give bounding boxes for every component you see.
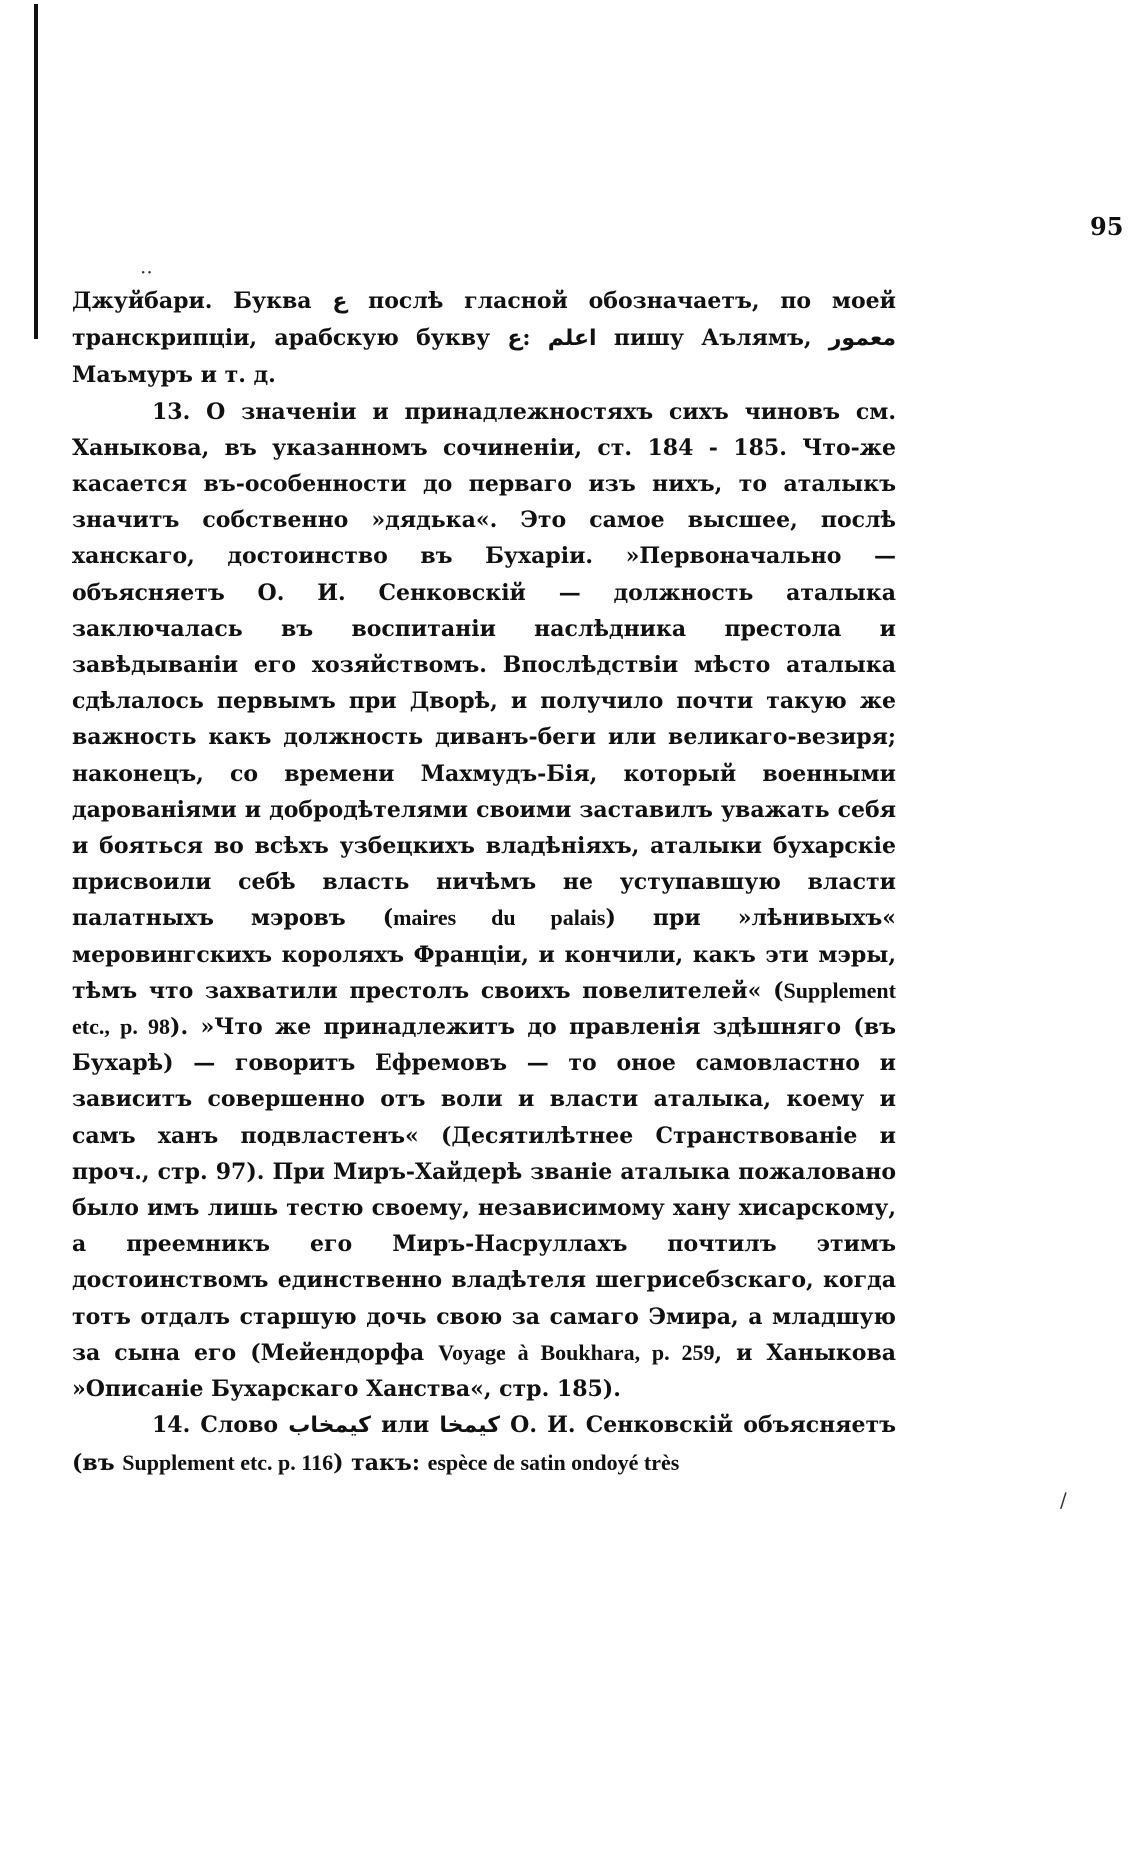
- scan-edge-rule: [34, 4, 38, 339]
- arabic-word: اعلم: [547, 326, 597, 352]
- latin-citation: maires du palais: [393, 905, 606, 931]
- text-run: ). »Что же принадлежитъ до правленія здѣшняго (въ Бухарѣ) — говоритъ Ефремовъ — то оное самовластно и зависитъ совершенно отъ воли и власти аталыка, коему и самъ ханъ подвластенъ« (Десятилѣтнее Странствованіе и проч., стр. 97). При Миръ-Хайдерѣ званіе аталыка пожаловано было имъ лишь тестю своему, независимому хану хисарскому, а преемникъ его Миръ-Насруллахъ почтилъ этимъ достоинствомъ единственно владѣтеля шегрисебзскаго, когда тотъ отдалъ старшую дочь свою за самаго Эмира, а младшую за сына его (Мейендорфа: [72, 1014, 896, 1366]
- text-run: или: [370, 1412, 440, 1439]
- text-run: пишу Аълямъ,: [596, 325, 829, 352]
- text-run: послѣ гласной обозначаетъ, по моей транскрипціи, арабскую букву: [72, 288, 896, 352]
- arabic-word: ع: [332, 289, 348, 314]
- page-number: 95: [1090, 212, 1124, 241]
- arabic-word: كيمخا: [439, 1413, 501, 1439]
- text-run: ) при »лѣнивыхъ« меровингскихъ короляхъ Франціи, и кончили, какъ эти мэры, тѣмъ что захватили престолъ своихъ повелителей« (: [72, 905, 896, 1004]
- text-run: , и Ханыкова »Описаніе Бухарскаго Ханства«, стр. 185).: [72, 1339, 896, 1403]
- arabic-word: ع: [507, 326, 523, 352]
- paragraph: [72, 394, 896, 1408]
- text-run: ) такъ:: [333, 1449, 428, 1476]
- arabic-word: معمور: [828, 326, 896, 352]
- latin-citation: espèce de satin ondoyé très: [427, 1449, 680, 1475]
- scan-speck: ··: [140, 260, 153, 284]
- latin-citation: Supplement etc., p. 98: [72, 977, 896, 1040]
- text-run: Маъмуръ и т. д.: [72, 362, 276, 389]
- paragraph: [72, 283, 896, 394]
- paragraph: [72, 1407, 896, 1480]
- scan-speck: ∕: [1060, 1488, 1067, 1512]
- page-body: [72, 283, 896, 1481]
- text-run: Джуйбари. Буква: [72, 288, 333, 314]
- text-run: О. И. Сенковскій объясняетъ (въ: [72, 1412, 896, 1476]
- text-run: :: [522, 325, 548, 352]
- latin-citation: Supplement etc. p. 116: [122, 1449, 334, 1475]
- text-run: 13. О значеніи и принадлежностяхъ сихъ чиновъ см. Ханыкова, въ указанномъ сочиненіи, ст. 184 - 185. Что-же касается въ-особенности до перваго изъ нихъ, то аталыкъ значитъ собственно »дядька«. Это самое высшее, послѣ ханскаго, достоинство въ Бухаріи. »Первоначально — объясняетъ О. И. Сенковскій — должность аталыка заключалась въ воспитаніи наслѣдника престола и завѣдываніи его хозяйствомъ. Впослѣдствіи мѣсто аталыка сдѣлалось первымъ при Дворѣ, и получило почти такую же важность какъ должность диванъ-беги или великаго-везиря; наконецъ, со времени Махмудъ-Бія, который военными дарованіями и добродѣтелями своими заставилъ уважать себя и бояться во всѣхъ узбецкихъ владѣніяхъ, аталыки бухарскіе присвоили себѣ власть ничѣмъ не уступавшую власти палатныхъ мэровъ (: [72, 398, 896, 932]
- text-run: 14. Слово: [152, 1412, 289, 1439]
- latin-citation: Voyage à Boukhara, p. 259: [438, 1339, 715, 1365]
- arabic-word: كيمخاب: [288, 1413, 371, 1439]
